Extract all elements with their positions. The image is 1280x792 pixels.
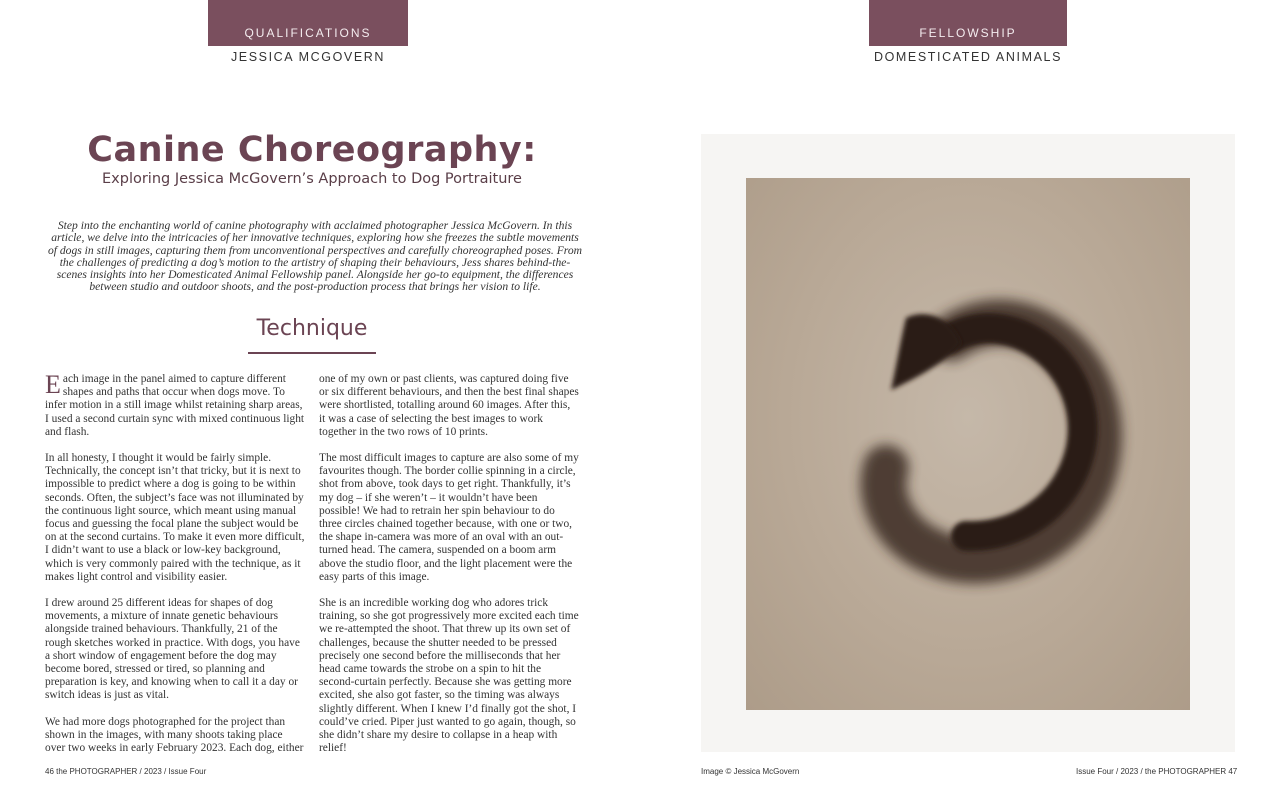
dog-spin-photo [746,178,1190,710]
spinning-dog-image [746,178,1190,710]
section-tab-label: QUALIFICATIONS [244,26,372,40]
article-title: Canine Choreography: [87,130,537,170]
paragraph: We had more dogs photographed for the project than shown in the images, with many shoots taking place over two weeks in early February 2023. Each dog, either [45,715,304,755]
page-footer-right: Issue Four / 2023 / the PHOTOGRAPHER 47 [1076,767,1238,776]
paragraph: In all honesty, I thought it would be fairly simple. Technically, the concept isn’t that tricky, but it is next to impossible to predict where a dog is going to be within seconds. Often, the subject’s face was not illuminated by the continuous light source, which meant using manual focus and guessing the focal plane the subject would be on at the second curtains. To make it even more difficult, I didn’t want to use a black or low-key background, which is very commonly paired with the technique, as it makes light control and visibility easier. [45,452,305,583]
section-tab-qualifications [208,0,408,46]
paragraph: one of my own or past clients, was captured doing five or six different behaviours, and then the best final shapes were shortlisted, totalling around 60 images. After this, it was a case of selecting the best images to work together in the two rows of 10 prints. [319,373,579,438]
section-tab-label: FELLOWSHIP [919,26,1017,40]
paragraph: She is an incredible working dog who adores trick training, so she got progressively more excited each time we re-attempted the shoot. That threw up its own set of challenges, because the shutter needed to be pressed precisely one second before the milliseconds that her head came towards the strobe on a spin to hit the second-curtain perfectly. Because she was getting more excited, she also got faster, so the timing was always slightly different. When I knew I’d finally got the shot, I could’ve cried. Piper just wanted to go again, though, so she didn’t share my desire to collapse in a heap with relief! [319,597,579,755]
category-name: DOMESTICATED ANIMALS [873,50,1063,64]
paragraph: I drew around 25 different ideas for shapes of dog movements, a mixture of innate genetic behaviours alongside trained behaviours. Thankfully, 21 of the rough sketches worked in practice. With dogs, you have a short window of engagement before the dog may become bored, stressed or tired, so planning and preparation is key, and knowing when to call it a day or switch ideas is just as vital. [45,597,300,702]
section-heading: Technique [256,316,368,341]
image-credit: Image © Jessica McGovern [701,767,800,776]
heading-underline [248,352,376,354]
drop-cap: E [45,370,61,399]
author-name: JESSICA MCGOVERN [230,50,386,64]
article-intro: Step into the enchanting world of canine photography with acclaimed photographer Jessica McGovern. In this article, we delve into the intricacies of her innovative techniques, exploring how she freezes the subtle movements of dogs in still images, capturing them from unconventional perspectives and carefully choreographed poses. From the challenges of predicting a dog’s motion to the artistry of shaping their behaviours, Jess shares behind-the-scenes insights into her Domesticated Animal Fellowship panel. Alongside her go-to equipment, the differences between studio and outdoor shoots, and the post-production process that brings her vision to life. [47,219,583,294]
paragraph-text: ach image in the panel aimed to capture different shapes and paths that occur when dogs move. To infer motion in a still image whilst retaining sharp areas, I used a second curtain sync with mixed continuous light and flash. [45,373,305,438]
page-footer-left: 46 the PHOTOGRAPHER / 2023 / Issue Four [45,767,207,776]
article-subtitle: Exploring Jessica McGovern’s Approach to Dog Portraiture [102,171,522,187]
paragraph: The most difficult images to capture are also some of my favourites though. The border collie spinning in a circle, shot from above, took days to get right. Thankfully, it’s my dog – if she weren’t – it wouldn’t have been possible! We had to retrain her spin behaviour to do three circles chained together because, with one or two, the shape in-camera was more of an oval with an out-turned head. The camera, suspended on a boom arm above the studio floor, and the light placement were the easy parts of this image. [319,452,579,583]
text-column-1 [45,370,305,768]
text-column-2 [319,373,579,768]
section-tab-fellowship [869,0,1067,46]
paragraph [45,370,305,439]
